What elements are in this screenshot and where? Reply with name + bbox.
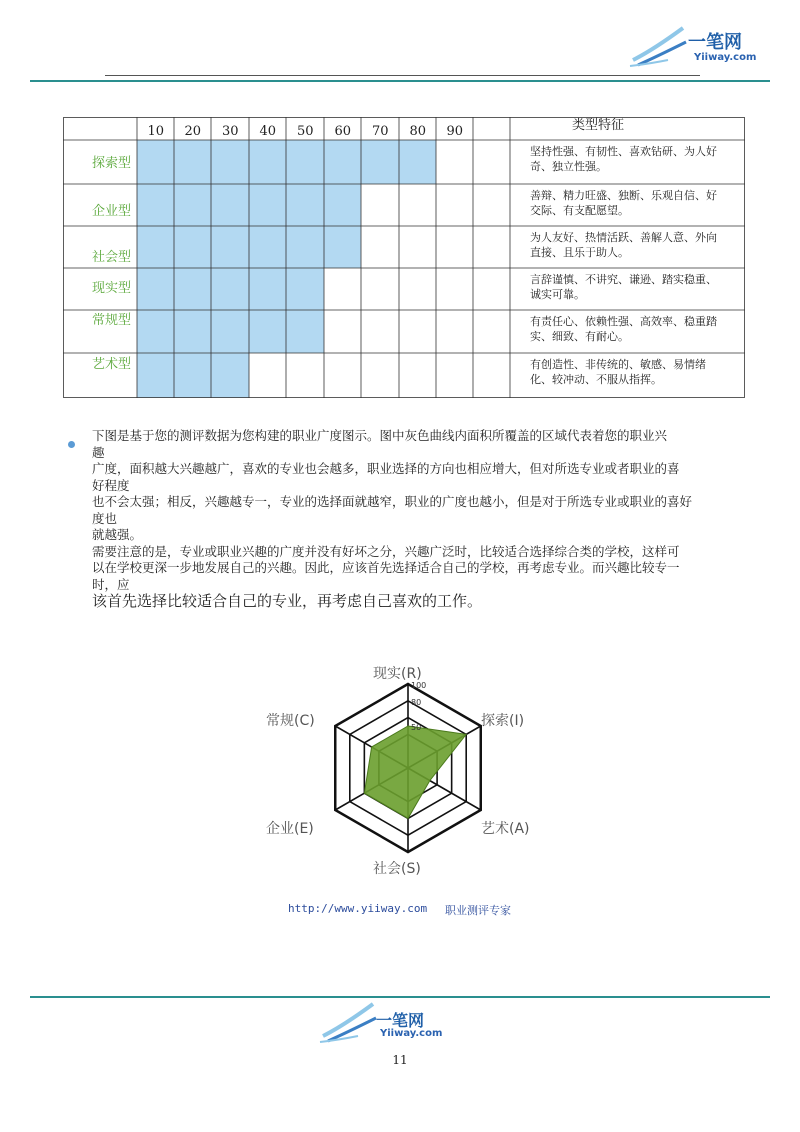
scale-label: 30 bbox=[222, 124, 239, 139]
scale-label: 60 bbox=[334, 124, 352, 139]
page-number: 11 bbox=[392, 1053, 408, 1067]
logo-text: 一笔网 bbox=[688, 32, 742, 53]
row-description: 为人友好、热情活跃、善解人意、外向 直接、且乐于助人。 bbox=[530, 231, 717, 259]
scale-label: 50 bbox=[297, 124, 314, 139]
radar-axis-label: 常规(C) bbox=[266, 713, 315, 729]
paragraph-line: 好程度 bbox=[92, 477, 130, 493]
scale-label: 20 bbox=[184, 124, 202, 139]
paragraph-line: 广度，面积越大兴趣越广，喜欢的专业也会越多，职业选择的方向也相应增大，但对所选专业或者职业的喜 bbox=[92, 461, 680, 476]
radar-chart bbox=[300, 660, 520, 870]
paragraph-line: 度也 bbox=[92, 510, 118, 526]
footer-logo bbox=[318, 998, 458, 1048]
paragraph-line: 趣 bbox=[92, 444, 105, 460]
paragraph-line: 也不会太强；相反，兴趣越专一，专业的选择面就越窄，职业的广度也越小，但是对于所选专业或职业的喜好 bbox=[92, 494, 693, 509]
scale-label: 40 bbox=[259, 124, 277, 139]
row-label: 常规型 bbox=[92, 313, 132, 328]
chart-credit-url[interactable]: http://www.yiiway.com bbox=[288, 902, 428, 915]
traits-header: 类型特征 bbox=[572, 118, 625, 133]
row-label: 现实型 bbox=[92, 281, 132, 296]
footer-logo-text: 一笔网 bbox=[376, 1011, 425, 1030]
radar-tick-label: 50 bbox=[411, 723, 422, 732]
score-bar bbox=[137, 353, 249, 398]
score-bar bbox=[137, 140, 436, 184]
footer-logo-subtext: Yiiway.com bbox=[380, 1028, 443, 1039]
radar-tick-label: 80 bbox=[411, 697, 422, 707]
header-rule bbox=[105, 75, 700, 76]
radar-axis-label: 企业(E) bbox=[266, 821, 314, 837]
radar-axis-label: 现实(R) bbox=[373, 666, 422, 682]
paragraph-line: 需要注意的是，专业或职业兴趣的广度并没有好坏之分，兴趣广泛时，比较适合选择综合类的学校，这样可 bbox=[92, 543, 680, 559]
scale-label: 10 bbox=[147, 124, 165, 139]
logo-subtext: Yiiway.com bbox=[694, 52, 757, 63]
radar-axis-label: 艺术(A) bbox=[481, 821, 530, 837]
chart-credit-text: 职业测评专家 bbox=[445, 904, 511, 917]
paragraph-line: 时，应 bbox=[92, 576, 130, 592]
row-description: 有责任心、依赖性强、高效率、稳重踏 实、细致、有耐心。 bbox=[530, 315, 717, 343]
last-line: 该首先选择比较适合自己的专业，再考虑自己喜欢的工作。 bbox=[92, 592, 483, 610]
score-bar bbox=[137, 310, 324, 353]
header-logo bbox=[628, 20, 768, 70]
paragraph-line: 下图是基于您的测评数据为您构建的职业广度图示。图中灰色曲线内面积所覆盖的区域代表着您的职业兴 bbox=[92, 428, 668, 443]
radar-axis-label: 社会(S) bbox=[373, 861, 421, 877]
logo-swoosh-icon bbox=[628, 20, 688, 70]
score-bar bbox=[137, 268, 324, 310]
paragraph-line: 以在学校更深一步地发展自己的兴趣。因此，应该首先选择适合自己的学校，再考虑专业。而兴趣比较专一 bbox=[92, 560, 680, 575]
bullet-icon bbox=[68, 441, 75, 448]
radar-tick-label: 100 bbox=[411, 681, 427, 690]
row-label: 探索型 bbox=[92, 156, 132, 171]
scale-label: 80 bbox=[409, 124, 427, 139]
row-label: 艺术型 bbox=[92, 357, 132, 372]
scale-label: 90 bbox=[446, 124, 464, 139]
row-description: 坚持性强、有韧性、喜欢钻研、为人好 奇、独立性强。 bbox=[530, 145, 717, 173]
radar-axis-label: 探索(I) bbox=[481, 713, 525, 729]
header-divider bbox=[30, 80, 770, 82]
row-label: 企业型 bbox=[92, 204, 132, 219]
row-description: 有创造性、非传统的、敏感、易情绪 化、较冲动、不服从指挥。 bbox=[530, 358, 706, 386]
logo-swoosh-icon bbox=[318, 998, 378, 1046]
row-label: 社会型 bbox=[92, 250, 132, 265]
paragraph-line: 就越强。 bbox=[92, 527, 143, 542]
row-description: 言辞谨慎、不讲究、谦逊、踏实稳重、 诚实可靠。 bbox=[530, 273, 717, 301]
scale-label: 70 bbox=[372, 124, 389, 139]
row-description: 善辩、精力旺盛、独断、乐观自信、好 交际、有支配愿望。 bbox=[530, 189, 717, 217]
